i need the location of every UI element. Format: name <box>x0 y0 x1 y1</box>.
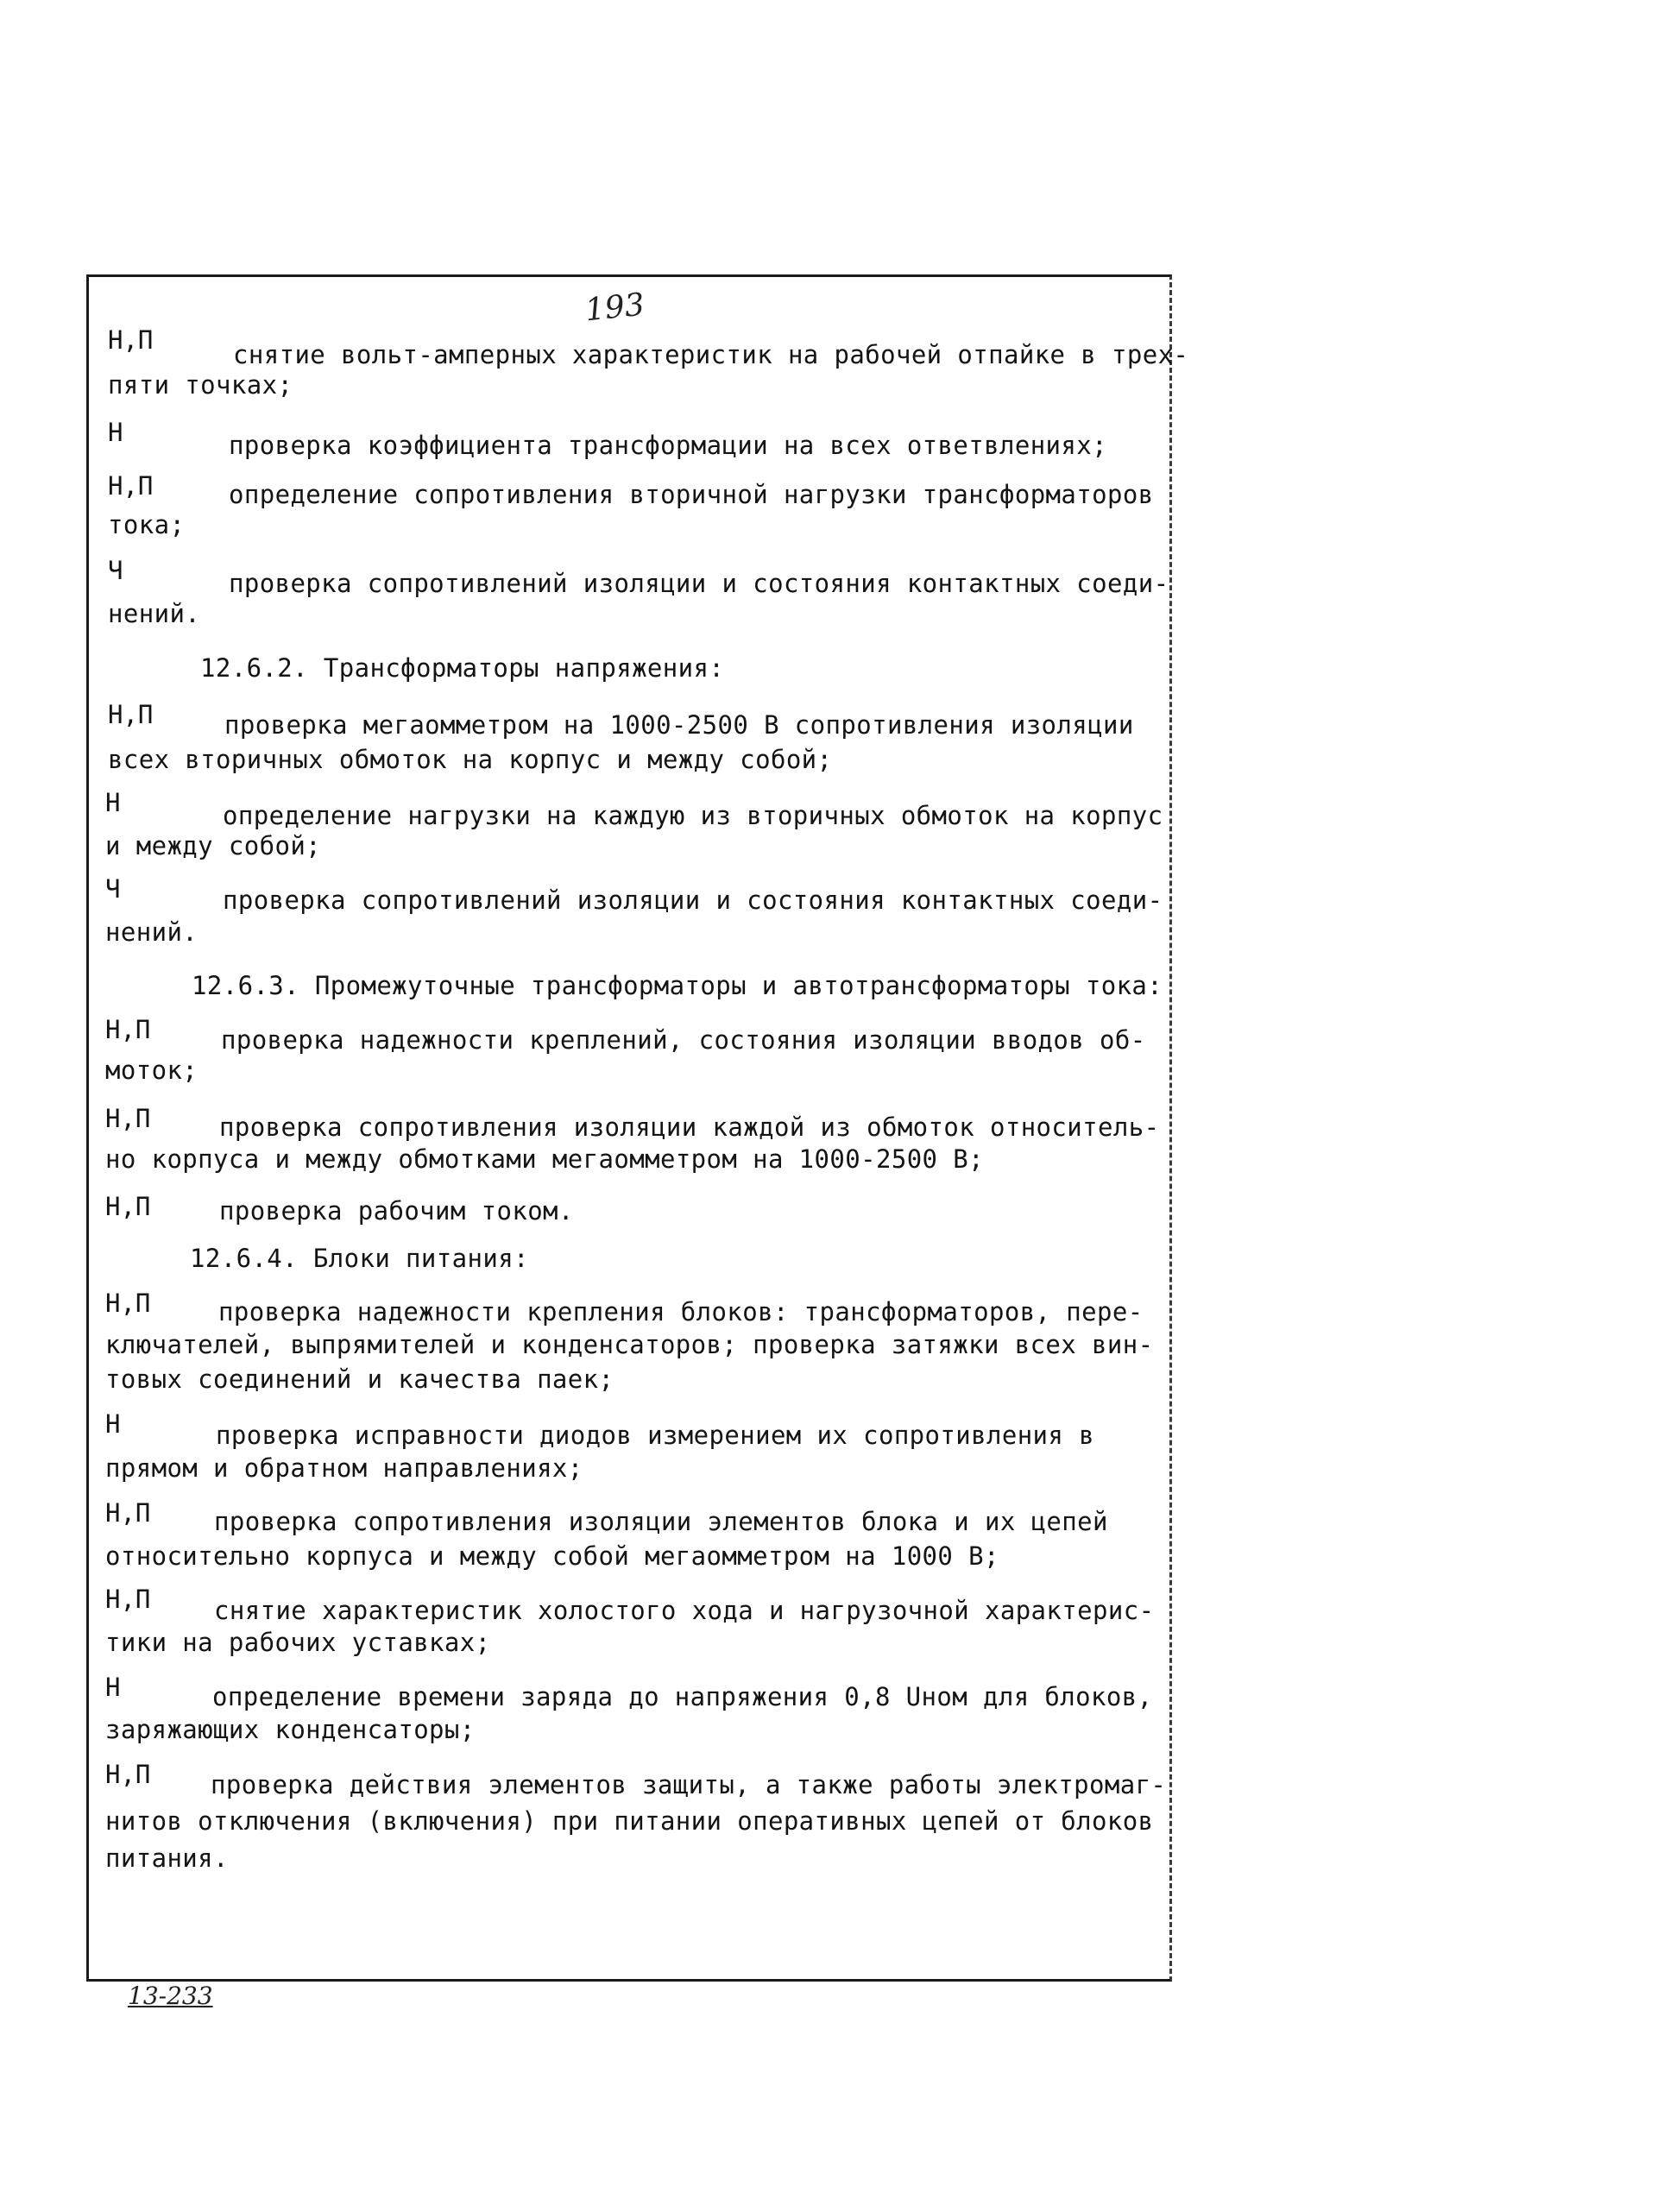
item-text-line: тики на рабочих уставках; <box>105 1628 491 1657</box>
item-text-line: снятие характеристик холостого хода и нагрузочной характерис- <box>214 1596 1155 1625</box>
item-code: Н <box>105 1409 121 1439</box>
item-text-line: проверка действия элементов защиты, а также работы электромаг- <box>211 1770 1167 1799</box>
item-text-line: товых соединений и качества паек; <box>105 1364 614 1394</box>
item-text-line: заряжающих конденсаторы; <box>105 1715 476 1744</box>
item-code: Н <box>105 788 121 817</box>
item-text-line: и между собой; <box>105 831 322 860</box>
item-text-line: всех вторичных обмоток на корпус и между собой; <box>108 745 833 774</box>
item-text-line: прямом и обратном направлениях; <box>105 1453 583 1483</box>
item-code: Н,П <box>105 1585 151 1614</box>
section-heading: 12.6.4. Блоки питания: <box>190 1244 529 1273</box>
item-text-line: снятие вольт-амперных характеристик на рабочей отпайке в трех- <box>233 340 1189 369</box>
item-text-line: нитов отключения (включения) при питании оперативных цепей от блоков <box>105 1806 1154 1836</box>
item-code: Ч <box>108 556 123 585</box>
item-text-line: проверка сопротивлений изоляции и состояния контактных соеди- <box>223 885 1163 915</box>
item-text-line: проверка сопротивления изоляции элементов блока и их цепей <box>214 1507 1108 1536</box>
item-text-line: проверка надежности крепления блоков: трансформаторов, пере- <box>218 1297 1144 1327</box>
item-code: Н,П <box>105 1760 151 1789</box>
item-text-line: проверка надежности креплений, состояния изоляции вводов об- <box>221 1025 1146 1055</box>
page-number: 193 <box>583 287 646 329</box>
item-code: Н,П <box>108 700 154 729</box>
item-text-line: определение нагрузки на каждую из вторичных обмоток на корпус <box>223 801 1163 830</box>
item-code: Н,П <box>105 1289 151 1318</box>
item-text-line: тока; <box>108 510 186 539</box>
item-text-line: проверка мегаомметром на 1000-2500 В сопротивления изоляции <box>224 710 1134 740</box>
item-text-line: проверка коэффициента трансформации на всех ответвлениях; <box>229 431 1107 460</box>
item-text-line: но корпуса и между обмотками мегаомметром на 1000-2500 В; <box>105 1144 984 1174</box>
item-text-line: питания. <box>105 1843 229 1873</box>
item-text-line: нений. <box>105 917 199 947</box>
footer-code: 13-233 <box>128 1982 213 2010</box>
section-heading: 12.6.3. Промежуточные трансформаторы и автотрансформаторы тока: <box>192 971 1163 1000</box>
item-text-line: проверка исправности диодов измерением их сопротивления в <box>216 1421 1094 1450</box>
item-code: Н,П <box>108 325 154 355</box>
item-code: Н,П <box>105 1192 151 1221</box>
item-code: Н,П <box>105 1015 151 1044</box>
item-code: Н,П <box>105 1104 151 1133</box>
item-text-line: моток; <box>105 1056 199 1085</box>
item-code: Н,П <box>108 471 154 501</box>
item-text-line: относительно корпуса и между собой мегаомметром на 1000 В; <box>105 1541 999 1571</box>
item-text-line: пяти точках; <box>108 370 293 400</box>
item-code: Н,П <box>105 1498 151 1528</box>
item-text-line: нений. <box>108 599 201 628</box>
item-code: Н <box>105 1673 121 1702</box>
section-heading: 12.6.2. Трансформаторы напряжения: <box>200 653 725 683</box>
item-code: Н <box>108 418 123 447</box>
item-text-line: ключателей, выпрямителей и конденсаторов; проверка затяжки всех вин- <box>105 1330 1154 1359</box>
item-text-line: проверка сопротивления изоляции каждой из обмоток относитель- <box>219 1112 1160 1142</box>
item-text-line: определение времени заряда до напряжения 0,8 Uном для блоков, <box>212 1682 1153 1711</box>
item-text-line: проверка сопротивлений изоляции и состояния контактных соеди- <box>229 569 1169 598</box>
item-code: Ч <box>105 874 121 904</box>
item-text-line: проверка рабочим током. <box>219 1196 574 1226</box>
item-text-line: определение сопротивления вторичной нагрузки трансформаторов <box>229 480 1154 509</box>
